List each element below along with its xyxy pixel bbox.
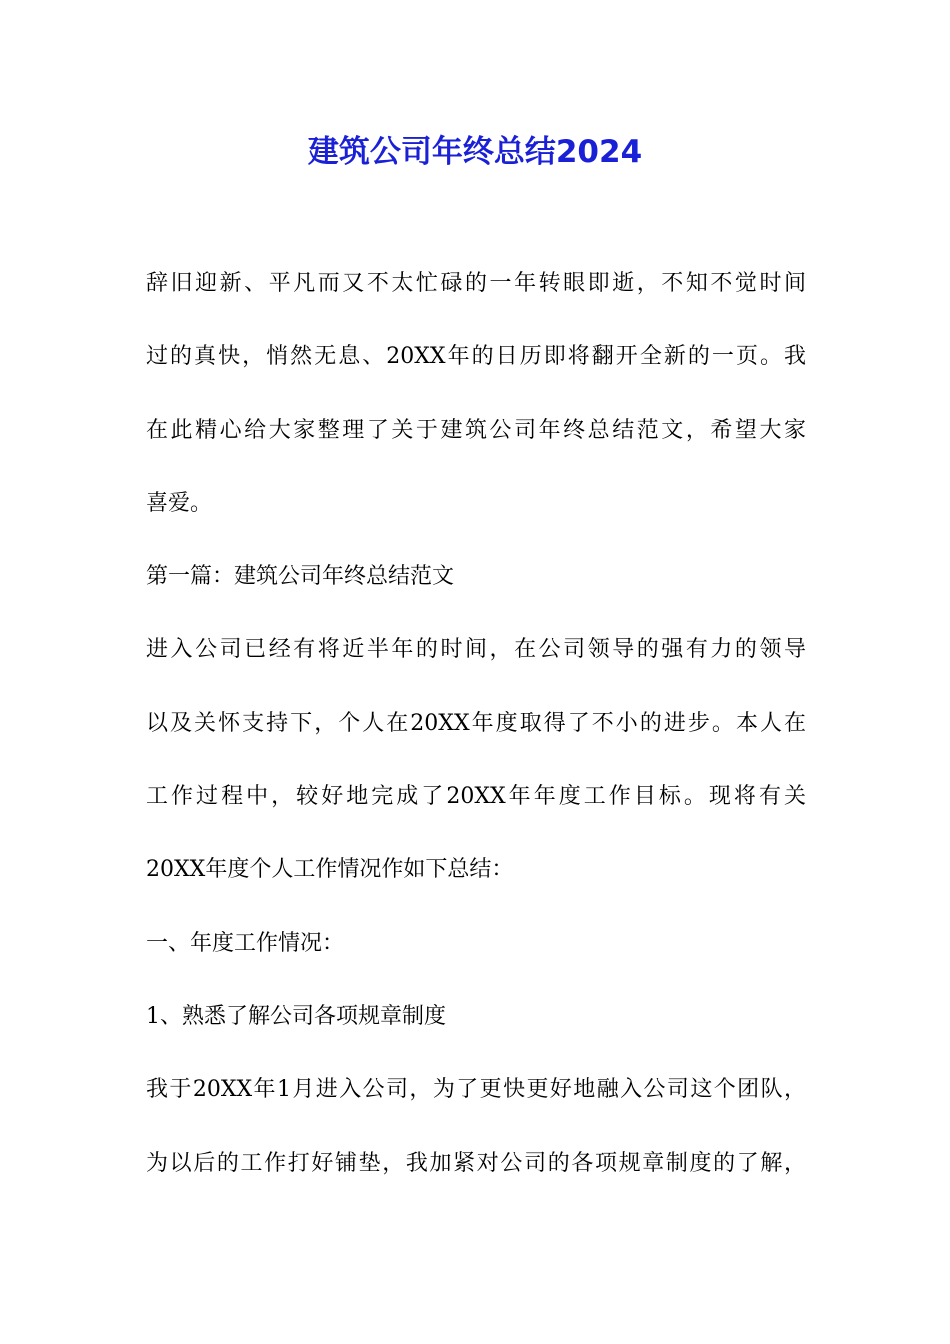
- body-line: 过的真快，悄然无息、20XX年的日历即将翻开全新的一页。我: [146, 344, 806, 370]
- body-line: 进入公司已经有将近半年的时间，在公司领导的强有力的领导: [146, 637, 806, 663]
- body-line: 喜爱。: [146, 490, 213, 516]
- body-line: 我于20XX年1月进入公司，为了更快更好地融入公司这个团队，: [146, 1077, 806, 1103]
- document-body: [146, 262, 806, 1215]
- body-line: 20XX年度个人工作情况作如下总结：: [146, 857, 514, 883]
- body-line: 以及关怀支持下，个人在20XX年度取得了不小的进步。本人在: [146, 710, 806, 736]
- subsection-heading: 一、年度工作情况：: [146, 930, 345, 956]
- document-title: 建筑公司年终总结2024: [307, 134, 643, 170]
- body-line: 在此精心给大家整理了关于建筑公司年终总结范文，希望大家: [146, 417, 806, 443]
- body-line: 为以后的工作打好铺垫，我加紧对公司的各项规章制度的了解，: [146, 1150, 806, 1176]
- list-item-heading: 1、熟悉了解公司各项规章制度: [146, 1003, 446, 1029]
- section-heading: 第一篇：建筑公司年终总结范文: [146, 564, 455, 590]
- body-line: 工作过程中，较好地完成了20XX年年度工作目标。现将有关: [146, 784, 806, 810]
- body-line: 辞旧迎新、平凡而又不太忙碌的一年转眼即逝，不知不觉时间: [146, 271, 806, 296]
